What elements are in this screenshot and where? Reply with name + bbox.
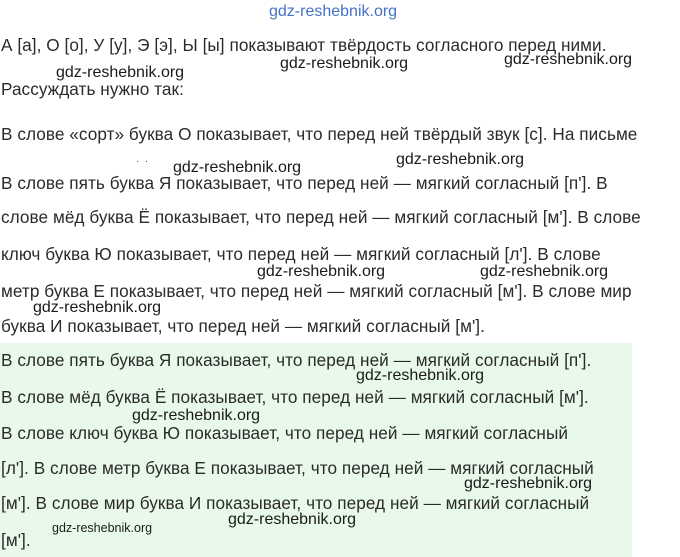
watermark: gdz-reshebnik.org	[480, 263, 609, 280]
watermark: gdz-reshebnik.org	[132, 407, 261, 424]
text-line-7: метр буква Е показывает, что перед ней — мягкий согласный [м']. В слове мир	[1, 281, 632, 301]
text-line-1: А [а], О [о], У [у], Э [э], Ы [ы] показывают твёрдость согласного перед ними.	[1, 35, 607, 55]
highlight-line-3: В слове ключ буква Ю показывает, что перед ней — мягкий согласный	[1, 423, 568, 443]
watermark: gdz-reshebnik.org	[280, 55, 409, 72]
watermark: gdz-reshebnik.org	[464, 475, 593, 492]
text-line-3: В слове «сорт» буква О показывает, что перед ней твёрдый звук [с]. На письме	[1, 124, 638, 144]
highlight-line-6: [м'].	[1, 530, 31, 550]
text-line-4: В слове пять буква Я показывает, что перед ней — мягкий согласный [п']. В	[1, 173, 608, 193]
highlight-line-2: В слове мёд буква Ё показывает, что перед ней — мягкий согласный [м'].	[1, 387, 589, 407]
text-line-2: Рассуждать нужно так:	[1, 79, 184, 99]
text-line-6: ключ буква Ю показывает, что перед ней — мягкий согласный [л']. В слове	[1, 244, 601, 264]
highlight-line-1: В слове пять буква Я показывает, что перед ней — мягкий согласный [п'].	[1, 350, 592, 370]
text-line-8: буква И показывает, что перед ней — мягкий согласный [м'].	[1, 316, 485, 336]
watermark: gdz-reshebnik.org	[228, 511, 357, 528]
watermark: gdz-reshebnik.org	[257, 263, 386, 280]
highlight-line-5: [м']. В слове мир буква И показывает, что перед ней — мягкий согласный	[1, 493, 590, 513]
watermark: gdz-reshebnik.org	[356, 367, 485, 384]
watermark: gdz-reshebnik.org	[56, 64, 185, 81]
highlight-line-4: [л']. В слове метр буква Е показывает, что перед ней — мягкий согласный	[1, 458, 594, 478]
header-watermark: gdz-reshebnik.org	[269, 3, 398, 20]
watermark: gdz-reshebnik.org	[33, 299, 162, 316]
watermark: gdz-reshebnik.org	[173, 159, 302, 176]
watermark: gdz-reshebnik.org	[504, 51, 633, 68]
speck-marks: · ·	[136, 156, 149, 167]
watermark: gdz-reshebnik.org	[52, 521, 153, 535]
watermark: gdz-reshebnik.org	[396, 151, 525, 168]
text-line-5: слове мёд буква Ё показывает, что перед ней — мягкий согласный [м']. В слове	[1, 207, 641, 227]
